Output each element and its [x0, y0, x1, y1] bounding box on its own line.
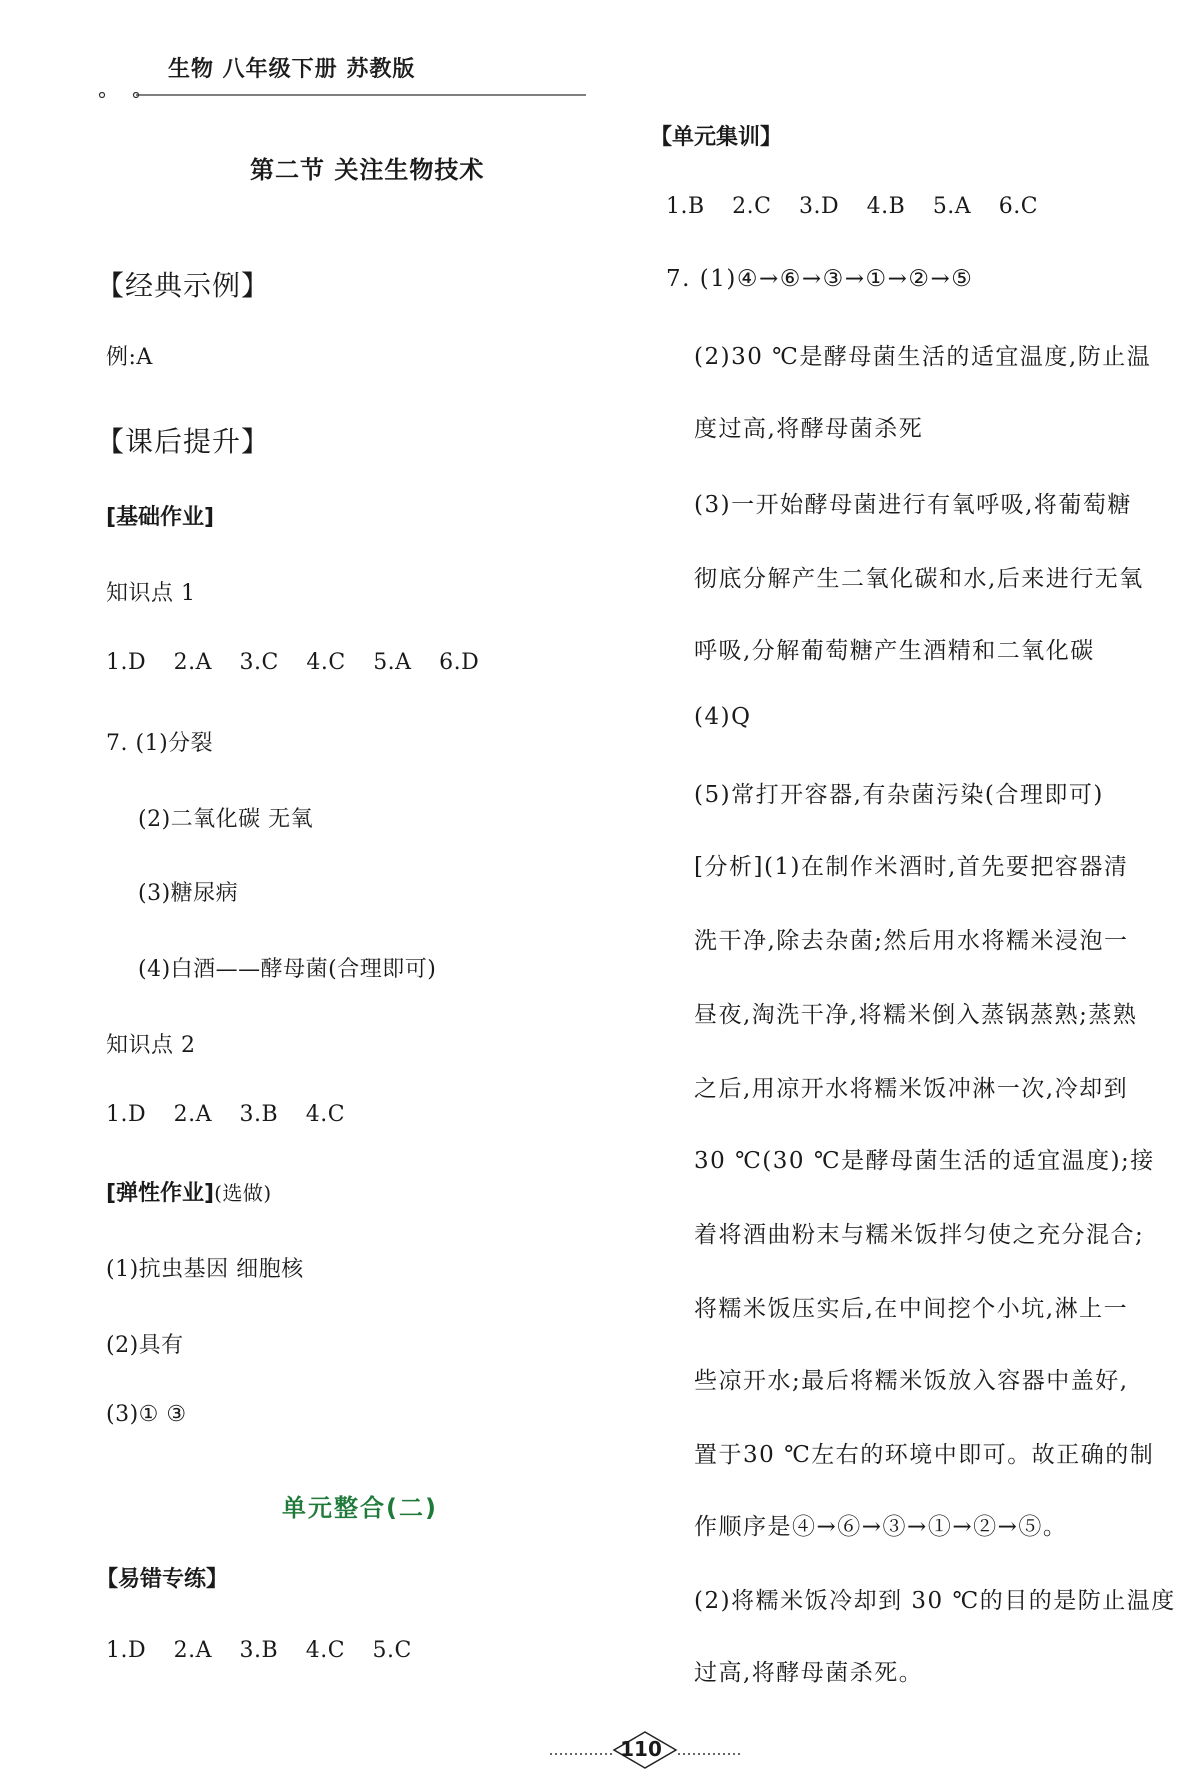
- elastic-answer-2: (2)具有: [106, 1333, 184, 1358]
- knowledge-point-1: 知识点 1: [106, 581, 196, 606]
- analysis-line: 作顺序是④→⑥→③→①→②→⑤。: [694, 1514, 1068, 1540]
- analysis-line: 昼夜,淘洗干净,将糯米倒入蒸锅蒸熟;蒸熟: [694, 1002, 1138, 1028]
- kp1-answers: [106, 650, 479, 675]
- elastic-homework-note: (选做): [214, 1181, 272, 1205]
- basic-homework-heading: [基础作业]: [106, 505, 215, 530]
- answer: 3.D: [799, 194, 840, 219]
- analysis-line: 呼吸,分解葡萄糖产生酒精和二氧化碳: [694, 638, 1095, 664]
- analysis-line: 置于30 ℃左右的环境中即可。故正确的制: [694, 1442, 1155, 1468]
- answer: 3.B: [239, 1638, 279, 1663]
- answer: 1.D: [106, 1102, 147, 1127]
- analysis-line: 着将酒曲粉末与糯米饭拌匀使之充分混合;: [694, 1222, 1145, 1248]
- answer: 3.C: [239, 650, 279, 675]
- answer: 1.D: [106, 1638, 147, 1663]
- analysis-line: 度过高,将酵母菌杀死: [694, 416, 924, 442]
- answer: 2.A: [173, 650, 213, 675]
- q7-part1: 7. (1)分裂: [106, 731, 214, 756]
- q7-part2: (2)二氧化碳 无氧: [138, 807, 314, 832]
- answer: 1.B: [666, 194, 705, 219]
- error-practice-heading: 【易错专练】: [96, 1567, 229, 1592]
- analysis-line: 洗干净,除去杂菌;然后用水将糯米浸泡一: [694, 928, 1129, 954]
- answer: 6.C: [998, 194, 1039, 219]
- page-number: 110: [620, 1737, 662, 1761]
- elastic-answer-3: (3)① ③: [106, 1402, 187, 1427]
- answer: 5.A: [373, 650, 412, 675]
- analysis-line: 之后,用凉开水将糯米饭冲淋一次,冷却到: [694, 1076, 1129, 1102]
- analysis-line: (4)Q: [694, 704, 752, 730]
- header-title: 生物 八年级下册 苏教版: [168, 57, 416, 82]
- elastic-homework-heading: [106, 1176, 272, 1207]
- answer: 4.C: [305, 1102, 346, 1127]
- q7-part4: (4)白酒——酵母菌(合理即可): [138, 957, 437, 982]
- example-answer: 例:A: [106, 345, 153, 370]
- analysis-line: (5)常打开容器,有杂菌污染(合理即可): [694, 782, 1104, 808]
- q7-part3: (3)糖尿病: [138, 881, 239, 906]
- analysis-line: [分析](1)在制作米酒时,首先要把容器清: [694, 854, 1129, 880]
- answer: 2.A: [173, 1102, 213, 1127]
- analysis-line: 30 ℃(30 ℃是酵母菌生活的适宜温度);接: [694, 1148, 1155, 1174]
- elastic-answer-1: (1)抗虫基因 细胞核: [106, 1257, 304, 1282]
- analysis-line: 些凉开水;最后将糯米饭放入容器中盖好,: [694, 1368, 1129, 1394]
- answer: 5.C: [372, 1638, 412, 1663]
- unit-title: 单元整合(二): [282, 1494, 438, 1522]
- answer: 4.C: [306, 650, 346, 675]
- header-rule: [96, 92, 586, 98]
- answer: 2.C: [732, 194, 772, 219]
- analysis-line: (3)一开始酵母菌进行有氧呼吸,将葡萄糖: [694, 492, 1132, 518]
- knowledge-point-2: 知识点 2: [106, 1033, 196, 1058]
- unit-training-answers: [666, 194, 1038, 219]
- analysis-line: 过高,将酵母菌杀死。: [694, 1660, 924, 1686]
- after-class-heading: 【课后提升】: [96, 425, 271, 458]
- analysis-line: 7. (1)④→⑥→③→①→②→⑤: [666, 266, 974, 292]
- error-answers: [106, 1638, 412, 1663]
- unit-training-heading: 【单元集训】: [650, 125, 783, 150]
- answer: 1.D: [106, 650, 147, 675]
- analysis-line: 彻底分解产生二氧化碳和水,后来进行无氧: [694, 566, 1144, 592]
- answer: 4.C: [305, 1638, 346, 1663]
- answer: 3.B: [239, 1102, 279, 1127]
- answer: 6.D: [439, 650, 480, 675]
- analysis-line: (2)将糯米饭冷却到 30 ℃的目的是防止温度: [694, 1588, 1176, 1614]
- answer: 2.A: [173, 1638, 213, 1663]
- answer: 4.B: [866, 194, 906, 219]
- analysis-line: 将糯米饭压实后,在中间挖个小坑,淋上一: [694, 1296, 1129, 1322]
- section-title: 第二节 关注生物技术: [250, 156, 485, 184]
- answer: 5.A: [932, 194, 972, 219]
- classic-examples-heading: 【经典示例】: [96, 269, 271, 302]
- kp2-answers: [106, 1102, 345, 1127]
- elastic-homework-label: [弹性作业]: [106, 1181, 215, 1206]
- analysis-line: (2)30 ℃是酵母菌生活的适宜温度,防止温: [694, 344, 1152, 370]
